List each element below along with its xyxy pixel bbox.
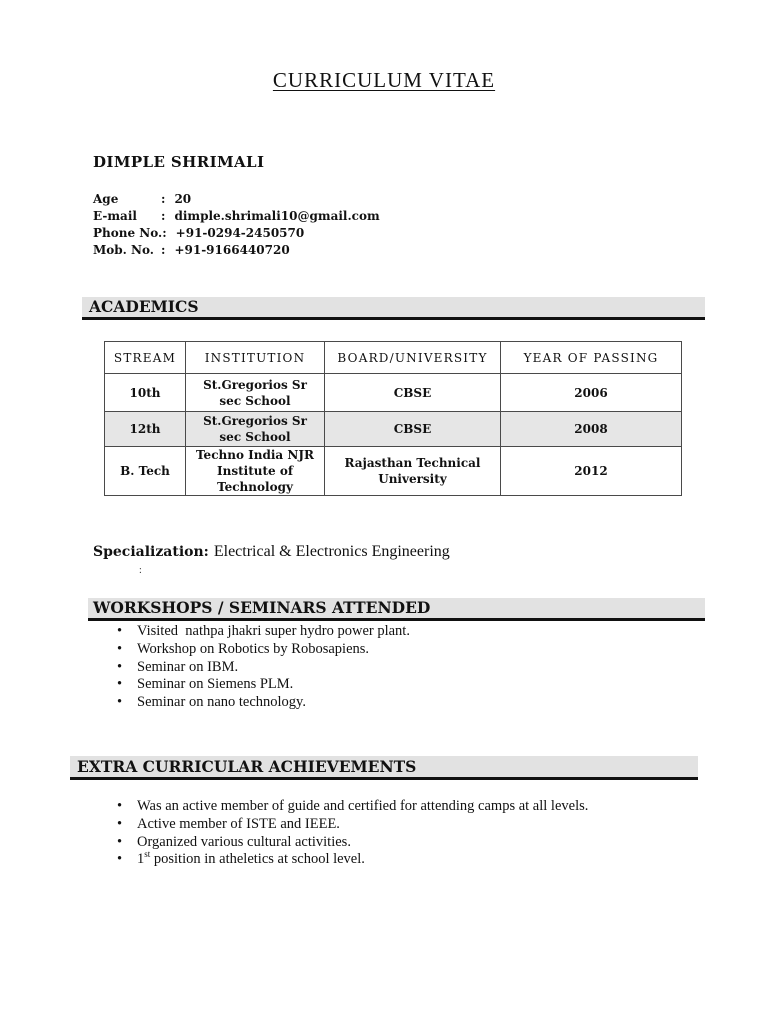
list-item-text: Active member of ISTE and IEEE.: [137, 815, 340, 832]
cell-stream: B. Tech: [105, 447, 186, 496]
bullet-icon: •: [117, 623, 123, 639]
stray-colon: :: [139, 565, 142, 576]
table-header-board: BOARD/UNIVERSITY: [325, 342, 501, 374]
ordinal-number: 1: [137, 851, 145, 868]
section-heading-extra-curricular: [70, 756, 698, 780]
list-item-remainder: position in atheletics at school level.: [153, 851, 365, 868]
bullet-icon: •: [117, 658, 123, 675]
table-header-institution: INSTITUTION: [186, 342, 325, 374]
list-item: [117, 659, 717, 677]
personal-label: Age: [93, 192, 119, 206]
extra-curricular-list: [117, 798, 717, 869]
table-header-year: YEAR OF PASSING: [501, 342, 682, 374]
specialization-label: Specialization:: [93, 544, 209, 560]
workshops-list: [117, 623, 717, 712]
cell-institution: St.Gregorios Sr sec School: [186, 374, 325, 412]
specialization-value: Electrical & Electronics Engineering: [213, 543, 450, 560]
ordinal-suffix: st: [144, 849, 151, 860]
document-title: [0, 68, 768, 92]
cell-year: 2008: [501, 412, 682, 447]
cell-institution: St.Gregorios Sr sec School: [186, 412, 325, 447]
list-item: [117, 623, 717, 641]
list-item-text: Seminar on IBM.: [137, 658, 239, 675]
section-heading-text: EXTRA CURRICULAR ACHIEVEMENTS: [77, 757, 417, 776]
personal-label: Phone No.: [93, 226, 163, 240]
cell-year: 2006: [501, 374, 682, 412]
list-item-text: Was an active member of guide and certified for attending camps at all levels.: [137, 798, 589, 814]
bullet-icon: •: [117, 815, 123, 832]
cell-board: Rajasthan Technical University: [325, 447, 501, 496]
personal-row-age: [93, 191, 380, 208]
table-header-row: [105, 342, 682, 374]
section-heading-workshops: [88, 598, 705, 621]
table-row: [105, 412, 682, 447]
cell-board: CBSE: [325, 374, 501, 412]
table-row: [105, 374, 682, 412]
personal-details: [93, 191, 380, 259]
personal-value: +91-9166440720: [174, 243, 290, 257]
cell-stream: 12th: [105, 412, 186, 447]
specialization-line: [93, 542, 450, 562]
bullet-icon: •: [117, 676, 123, 693]
table-row: [105, 447, 682, 496]
section-heading-text: ACADEMICS: [89, 297, 199, 316]
personal-row-mobile: [93, 242, 380, 259]
list-item: [117, 834, 717, 852]
list-item: [117, 694, 717, 712]
list-item: [117, 641, 717, 659]
candidate-name: DIMPLE SHRIMALI: [93, 153, 265, 171]
personal-colon: :: [162, 226, 167, 240]
personal-label: Mob. No.: [93, 243, 154, 257]
personal-row-phone: [93, 225, 380, 242]
section-heading-text: WORKSHOPS / SEMINARS ATTENDED: [93, 598, 431, 617]
list-item: [117, 798, 717, 816]
bullet-icon: •: [117, 851, 123, 868]
personal-value: +91-0294-2450570: [175, 226, 305, 240]
personal-colon: :: [161, 243, 166, 257]
cell-year: 2012: [501, 447, 682, 496]
list-item-text: Visited nathpa jhakri super hydro power plant.: [137, 623, 410, 639]
personal-row-email: [93, 208, 380, 225]
list-item-text: Workshop on Robotics by Robosapiens.: [137, 640, 370, 657]
list-item: [117, 851, 717, 869]
bullet-icon: •: [117, 833, 123, 850]
personal-colon: :: [161, 209, 166, 223]
bullet-icon: •: [117, 640, 123, 657]
personal-colon: :: [161, 192, 166, 206]
cell-board: CBSE: [325, 412, 501, 447]
document-title-text: CURRICULUM VITAE: [272, 68, 496, 92]
personal-value: 20: [174, 192, 192, 206]
list-item-text: [137, 851, 365, 869]
table-header-stream: STREAM: [105, 342, 186, 374]
section-heading-academics: [82, 297, 705, 320]
personal-value: dimple.shrimali10@gmail.com: [174, 209, 380, 223]
list-item-text: Seminar on nano technology.: [137, 694, 306, 710]
cell-institution: Techno India NJR Institute of Technology: [186, 447, 325, 496]
list-item-text: Organized various cultural activities.: [137, 833, 351, 850]
cell-stream: 10th: [105, 374, 186, 412]
personal-label: E-mail: [93, 209, 137, 223]
academics-table: [104, 341, 682, 496]
bullet-icon: •: [117, 694, 123, 710]
list-item: [117, 676, 717, 694]
bullet-icon: •: [117, 798, 123, 814]
list-item: [117, 816, 717, 834]
list-item-text: Seminar on Siemens PLM.: [137, 676, 294, 693]
